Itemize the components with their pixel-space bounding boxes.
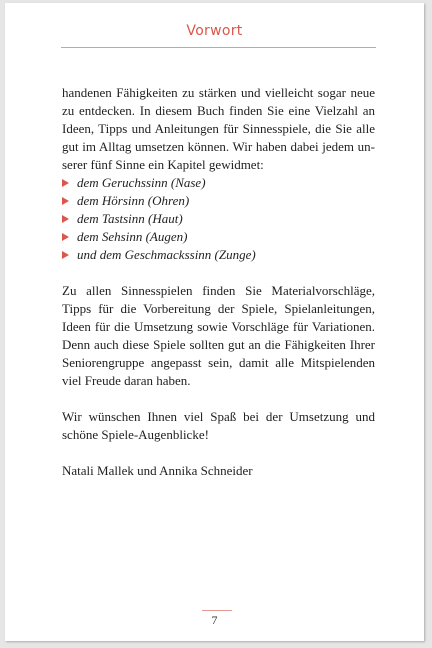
list-item-text: dem Hörsinn (Ohren) [77,193,190,208]
intro-paragraph: handenen Fähigkeiten zu stärken und vielleicht sogar neue zu entdecken. In diesem Buch finden Sie eine Vielzahl an Ideen, Tipps und Anleitungen für Sinnesspiele, die Sie alle gut im Alltag umsetzen können. Wir haben dabei jedem unserer fünf Sinne ein Kapitel gewidmet: [62,85,375,172]
paragraph-spacer [62,264,375,282]
page-body [62,84,375,480]
authors-signature: Natali Mallek und Annika Schneider [62,463,253,478]
header-divider [61,47,376,48]
list-item [62,246,375,264]
paragraph-spacer [62,390,375,408]
list-item [62,192,375,210]
chapter-title: Vorwort [186,23,243,39]
list-item-text: und dem Geschmackssinn (Zunge) [77,247,256,262]
triangle-bullet-icon [62,215,69,223]
paragraph-spacer [62,444,375,462]
page-number: 7 [211,613,218,627]
list-item-text: dem Tastsinn (Haut) [77,211,183,226]
wishes-paragraph: Wir wünschen Ihnen viel Spaß bei der Umsetzung und schöne Spiele-Augenblicke! [62,409,375,442]
list-item [62,174,375,192]
list-item-text: dem Geruchssinn (Nase) [77,175,206,190]
list-item [62,228,375,246]
triangle-bullet-icon [62,179,69,187]
book-page [5,3,424,641]
triangle-bullet-icon [62,233,69,241]
materials-paragraph: Zu allen Sinnesspielen finden Sie Materialvorschläge, Tipps für die Vorbereitung der Spiele, Spielanleitungen, Ideen für die Umsetzung sowie Vorschläge für Variationen. Denn auch diese Spiele sollten gut an die Fähigkeiten Ihrer Seniorengruppe angepasst sein, damit alle Mitspielenden viel Freude daran haben. [62,283,375,388]
list-item [62,210,375,228]
list-item-text: dem Sehsinn (Augen) [77,229,188,244]
triangle-bullet-icon [62,197,69,205]
senses-list [62,174,375,264]
footer-divider [202,610,232,611]
triangle-bullet-icon [62,251,69,259]
